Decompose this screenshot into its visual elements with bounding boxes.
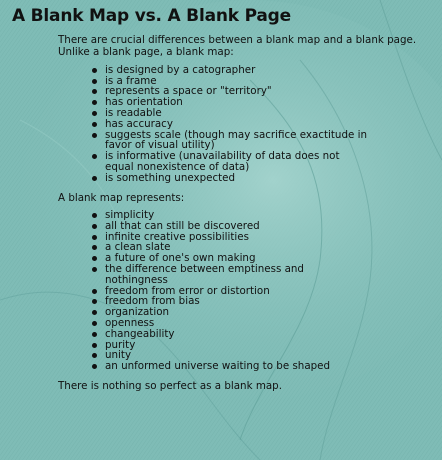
list-item: unity — [92, 350, 370, 361]
list-item: is something unexpected — [92, 173, 370, 184]
list-item: an unformed universe waiting to be shaped — [92, 361, 370, 372]
map-differences-list — [12, 65, 370, 184]
list-item: a clean slate — [92, 242, 370, 253]
list-item: changeability — [92, 329, 370, 340]
list-item: infinite creative possibilities — [92, 232, 370, 243]
list-item: has orientation — [92, 97, 370, 108]
closing-paragraph: There is nothing so perfect as a blank map. — [58, 379, 282, 392]
list-item: is designed by a catographer — [92, 65, 370, 76]
list-item: organization — [92, 307, 370, 318]
list-item: freedom from error or distortion — [92, 286, 370, 297]
list-item: simplicity — [92, 210, 370, 221]
list-item: a future of one's own making — [92, 253, 370, 264]
list-item: has accuracy — [92, 119, 370, 130]
list-item: represents a space or "territory" — [92, 86, 370, 97]
list-item: suggests scale (though may sacrifice exactitude in favor of visual utility) — [92, 130, 370, 152]
list-item: openness — [92, 318, 370, 329]
represents-list — [12, 210, 370, 372]
intro-paragraph: There are crucial differences between a blank map and a blank page. Unlike a blank page, a blank map: — [58, 34, 417, 59]
represents-heading: A blank map represents: — [58, 191, 185, 204]
list-item: all that can still be discovered — [92, 221, 370, 232]
list-item: is a frame — [92, 76, 370, 87]
list-item: is informative (unavailability of data does not equal nonexistence of data) — [92, 151, 370, 173]
list-item: freedom from bias — [92, 296, 370, 307]
list-item: the difference between emptiness and nothingness — [92, 264, 370, 286]
list-item: is readable — [92, 108, 370, 119]
page-title: A Blank Map vs. A Blank Page — [12, 6, 291, 26]
list-item: purity — [92, 340, 370, 351]
